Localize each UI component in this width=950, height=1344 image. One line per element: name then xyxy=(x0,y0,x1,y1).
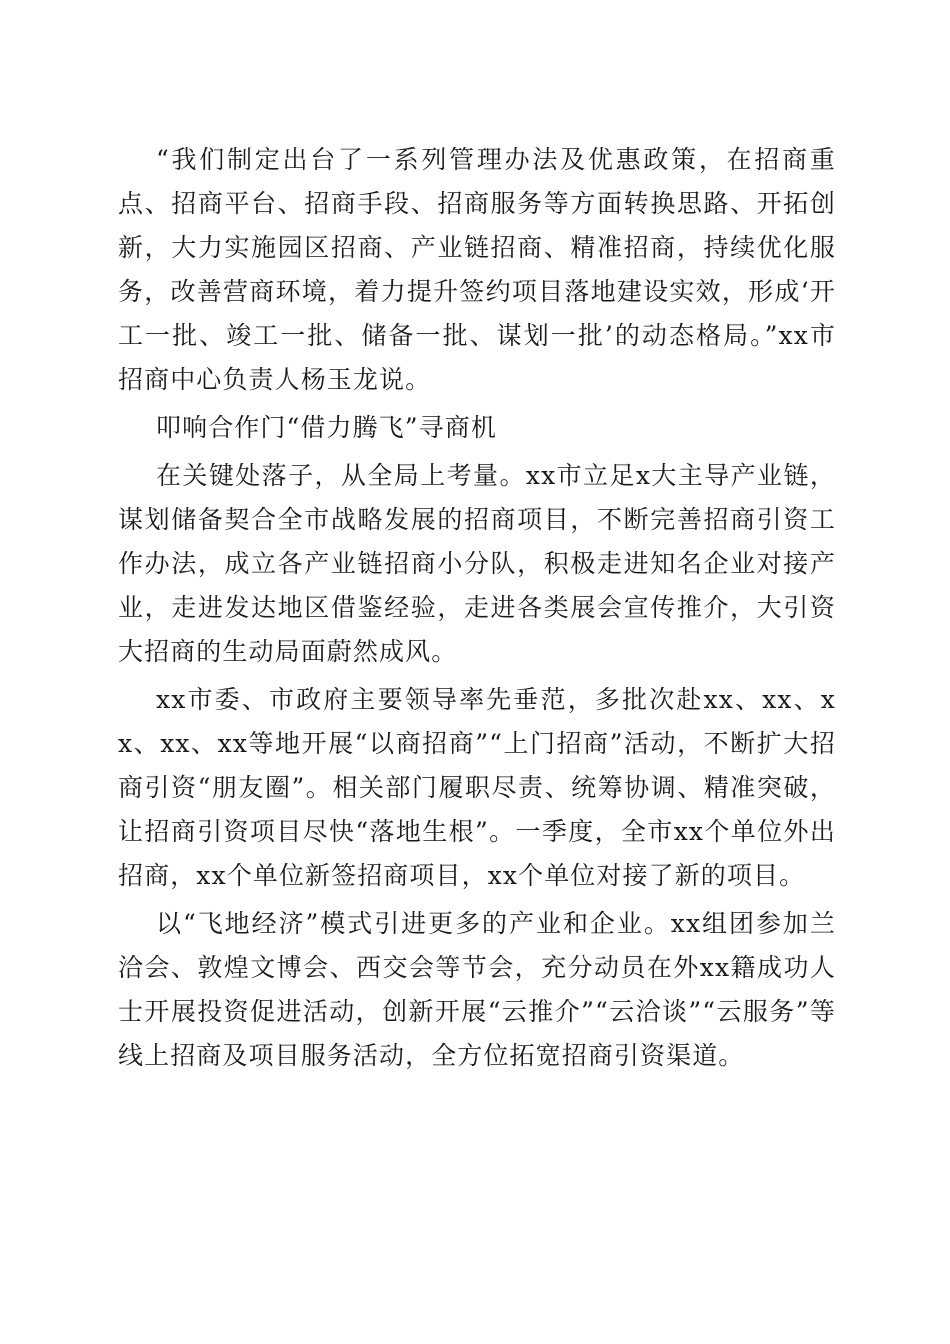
paragraph-strategy: 在关键处落子，从全局上考量。xx市立足x大主导产业链，谋划储备契合全市战略发展的招商项目，不断完善招商引资工作办法，成立各产业链招商小分队，积极走进知名企业对接产业，走进发达地区借鉴经验，走进各类展会宣传推介，大引资大招商的生动局面蔚然成风。 xyxy=(118,461,836,666)
paragraph-quote: “我们制定出台了一系列管理办法及优惠政策，在招商重点、招商平台、招商手段、招商服务等方面转换思路、开拓创新，大力实施园区招商、产业链招商、精准招商，持续优化服务，改善营商环境，着力提升签约项目落地建设实效，形成‘开工一批、竣工一批、储备一批、谋划一批’的动态格局。”xx市招商中心负责人杨玉龙说。 xyxy=(118,145,836,394)
document-body xyxy=(118,138,836,1082)
section-heading: 叩响合作门“借力腾飞”寻商机 xyxy=(156,413,497,442)
paragraph-leadership: xx市委、市政府主要领导率先垂范，多批次赴xx、xx、xx、xx、xx等地开展“以商招商”“上门招商”活动，不断扩大招商引资“朋友圈”。相关部门履职尽责、统筹协调、精准突破，让招商引资项目尽快“落地生根”。一季度，全市xx个单位外出招商，xx个单位新签招商项目，xx个单位对接了新的项目。 xyxy=(118,685,836,890)
paragraph-enclave-economy: 以“飞地经济”模式引进更多的产业和企业。xx组团参加兰洽会、敦煌文博会、西交会等节会，充分动员在外xx籍成功人士开展投资促进活动，创新开展“云推介”“云洽谈”“云服务”等线上招商及项目服务活动，全方位拓宽招商引资渠道。 xyxy=(118,909,836,1070)
